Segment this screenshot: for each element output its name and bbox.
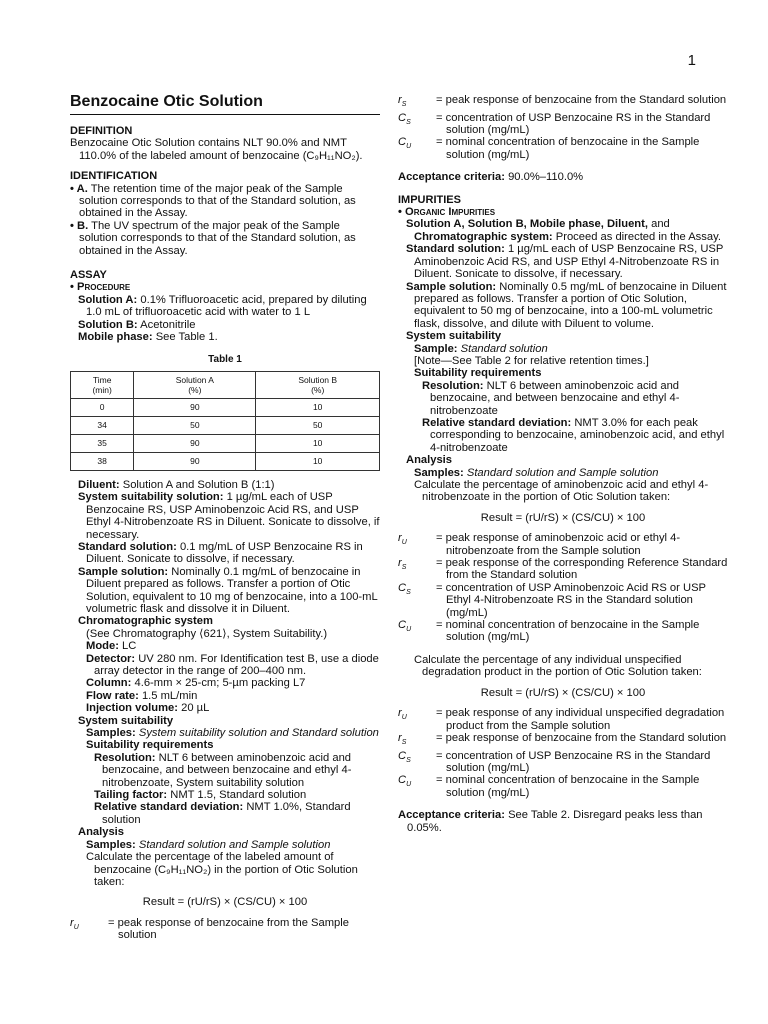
relative-standard-deviation: Relative standard deviation: NMT 1.0%, Standard solution — [94, 801, 351, 826]
resolution: Resolution: NLT 6 between aminobenzoic acid and benzocaine, and between benzocaine and ethyl 4-nitrobenzoate — [422, 379, 680, 417]
assay-heading: ASSAY — [70, 269, 107, 282]
solution-b: Solution B: Acetonitrile — [78, 318, 196, 331]
ru-definition: $r_U$ = peak response of aminobenzoic acid or ethyl 4-nitrobenzoate from the Sample solution — [398, 532, 681, 557]
standard-solution: Standard solution: 1 µg/mL each of USP Benzocaine RS, USP Aminobenzoic Acid RS, and USP Ethyl 4-Nitrobenzoate RS in Diluent. Sonicate to dissolve, if necessary. — [406, 243, 724, 281]
detector: Detector: UV 280 nm. For Identification test B, use a diode array detector in the range of 200–400 nm. — [86, 652, 379, 677]
table-row — [71, 434, 380, 452]
ss-samples: Samples: System suitability solution and Standard solution — [86, 727, 379, 740]
table-row — [71, 398, 380, 416]
mode: Mode: LC — [86, 640, 137, 653]
table-cell: 10 — [256, 452, 380, 470]
analysis-samples: Samples: Standard solution and Sample solution — [414, 466, 659, 479]
definition-list — [70, 917, 380, 942]
ru-definition: $r_U$ = peak response of benzocaine from the Sample solution — [70, 916, 349, 942]
page-number: 1 — [687, 52, 696, 69]
cs-definition: $C_S$ = concentration of USP Benzocaine RS in the Standard solution (mg/mL) — [398, 749, 711, 774]
result-formula: Result = (rU/rS) × (CS/CU) × 100 — [142, 896, 308, 909]
identification-b: • B. The UV spectrum of the major peak of the Sample solution corresponds to that of the Standard solution, as obtained in the Assay. — [70, 219, 356, 257]
sample-solution: Sample solution: Nominally 0.1 mg/mL of benzocaine in Diluent prepared as follows. Transfer a portion of Otic Solution, equivalent to 10 mg of benzocaine, into a 100-mL volumetric flask and dissolve it in Diluent. — [78, 565, 378, 615]
gradient-table — [70, 371, 380, 471]
table-cell: 50 — [134, 416, 256, 434]
analysis: Analysis — [406, 454, 453, 467]
rs-definition: $r_S$ = peak response of benzocaine from the Standard solution — [398, 731, 727, 747]
cu-definition: $C_U$ = nominal concentration of benzocaine in the Sample solution (mg/mL) — [398, 136, 700, 161]
tailing-factor: Tailing factor: NMT 1.5, Standard solution — [94, 789, 307, 802]
cu-definition: $C_U$ = nominal concentration of benzocaine in the Sample solution (mg/mL) — [398, 619, 700, 644]
table-cell: 50 — [256, 416, 380, 434]
system-suitability-solution: System suitability solution: 1 µg/mL each of USP Benzocaine RS, USP Aminobenzoic Acid RS, and USP Ethyl 4-Nitrobenzoate RS in Diluent. Sonicate to dissolve, if necessary. — [78, 491, 380, 541]
chromatography-ref: (See Chromatography ⟨621⟩, System Suitability.) — [86, 627, 328, 640]
analysis: Analysis — [78, 826, 125, 839]
left-column — [70, 92, 380, 944]
diluent: Diluent: Solution A and Solution B (1:1) — [78, 478, 275, 491]
impurities-heading: IMPURITIES — [398, 193, 461, 206]
right-column — [398, 92, 728, 834]
table-caption: Table 1 — [208, 353, 242, 365]
table-cell: 10 — [256, 434, 380, 452]
flow-rate: Flow rate: 1.5 mL/min — [86, 689, 198, 702]
organic-impurities-heading: • Organic Impurities — [398, 206, 496, 219]
identification-a: • A. The retention time of the major peak of the Sample solution corresponds to that of the Standard solution, as obtained in the Assay. — [70, 182, 356, 220]
definition-text: Benzocaine Otic Solution contains NLT 90.0% and NMT 110.0% of the labeled amount of benzocaine (C₉H₁₁NO₂). — [70, 137, 363, 162]
ru-definition: $r_U$ = peak response of any individual unspecified degradation product from the Sample solution — [398, 707, 725, 732]
system-suitability: System suitability — [78, 714, 174, 727]
table-row — [71, 452, 380, 470]
table-cell: 90 — [134, 434, 256, 452]
table-cell: 34 — [71, 416, 134, 434]
cs-definition: $C_S$ = concentration of USP Aminobenzoic Acid RS or USP Ethyl 4-Nitrobenzoate RS in the Standard solution (mg/mL) — [398, 581, 706, 619]
table-header-cell: Time (min) — [71, 371, 134, 398]
ss-sample: Sample: Standard solution — [414, 342, 548, 355]
identification-heading: IDENTIFICATION — [70, 170, 158, 183]
suitability-requirements: Suitability requirements — [414, 367, 542, 380]
table-header-cell: Solution B (%) — [256, 371, 380, 398]
mobile-phase: Mobile phase: See Table 1. — [78, 331, 218, 344]
definition-list — [398, 707, 728, 799]
injection-volume: Injection volume: 20 µL — [86, 702, 210, 715]
note: [Note—See Table 2 for relative retention times.] — [414, 354, 649, 367]
cs-definition: $C_S$ = concentration of USP Benzocaine RS in the Standard solution (mg/mL) — [398, 111, 711, 137]
result-formula: Result = (rU/rS) × (CS/CU) × 100 — [480, 686, 646, 699]
solution-a: Solution A: 0.1% Trifluoroacetic acid, prepared by diluting 1.0 mL of trifluoroacetic acid with water to 1 L — [78, 293, 367, 319]
analysis-samples: Samples: Standard solution and Sample solution — [86, 838, 331, 851]
table-cell: 38 — [71, 452, 134, 470]
cu-definition: $C_U$ = nominal concentration of benzocaine in the Sample solution (mg/mL) — [398, 774, 700, 799]
relative-standard-deviation: Relative standard deviation: NMT 3.0% for each peak corresponding to benzocaine, aminobenzoic acid, and ethyl 4-nitrobenzoate — [422, 416, 725, 454]
standard-solution: Standard solution: 0.1 mg/mL of USP Benzocaine RS in Diluent. Sonicate to dissolve, if necessary. — [78, 540, 363, 566]
table-cell: 35 — [71, 434, 134, 452]
definition-list — [398, 532, 728, 644]
resolution: Resolution: NLT 6 between aminobenzoic acid and benzocaine, and between benzocaine and ethyl 4-nitrobenzoate, System suitability solution — [94, 751, 352, 789]
analysis-text: Calculate the percentage of any individual unspecified degradation product in the portion of Otic Solution taken: — [414, 653, 702, 679]
chromatographic-system: Chromatographic system — [78, 615, 213, 628]
monograph-title: Benzocaine Otic Solution — [70, 92, 380, 115]
system-suitability: System suitability — [406, 330, 502, 343]
acceptance-criteria: Acceptance criteria: 90.0%–110.0% — [398, 171, 584, 184]
acceptance-criteria: Acceptance criteria: See Table 2. Disregard peaks less than 0.05%. — [398, 809, 703, 834]
analysis-text: Calculate the percentage of aminobenzoic acid and ethyl 4-nitrobenzoate in the portion of Otic Solution taken: — [414, 479, 709, 504]
analysis-text: Calculate the percentage of the labeled amount of benzocaine (C₉H₁₁NO₂) in the portion of Otic Solution taken: — [86, 851, 358, 888]
procedure-heading: • Procedure — [70, 281, 131, 294]
chromatographic-system: Solution A, Solution B, Mobile phase, Diluent, and Chromatographic system: Proceed as directed in the Assay. — [406, 218, 721, 243]
rs-definition: $r_S$ = peak response of benzocaine from the Standard solution — [398, 94, 727, 109]
table-cell: 0 — [71, 398, 134, 416]
definition-list — [398, 94, 728, 161]
table-cell: 10 — [256, 398, 380, 416]
table-cell: 90 — [134, 398, 256, 416]
result-formula: Result = (rU/rS) × (CS/CU) × 100 — [480, 511, 646, 524]
sample-solution: Sample solution: Nominally 0.5 mg/mL of benzocaine in Diluent prepared as follows. Transfer a portion of Otic Solution, equivalent to 50 mg of benzocaine, into a 100-mL volumetric flask, dissolve, and dilute with Diluent to volume. — [406, 280, 727, 330]
suitability-requirements: Suitability requirements — [86, 739, 214, 752]
column: Column: 4.6-mm × 25-cm; 5-µm packing L7 — [86, 677, 306, 690]
rs-definition: $r_S$ = peak response of the corresponding Reference Standard from the Standard solution — [398, 557, 728, 582]
table-cell: 90 — [134, 452, 256, 470]
definition-heading: DEFINITION — [70, 125, 133, 137]
table-row — [71, 416, 380, 434]
table-header-cell: Solution A (%) — [134, 371, 256, 398]
